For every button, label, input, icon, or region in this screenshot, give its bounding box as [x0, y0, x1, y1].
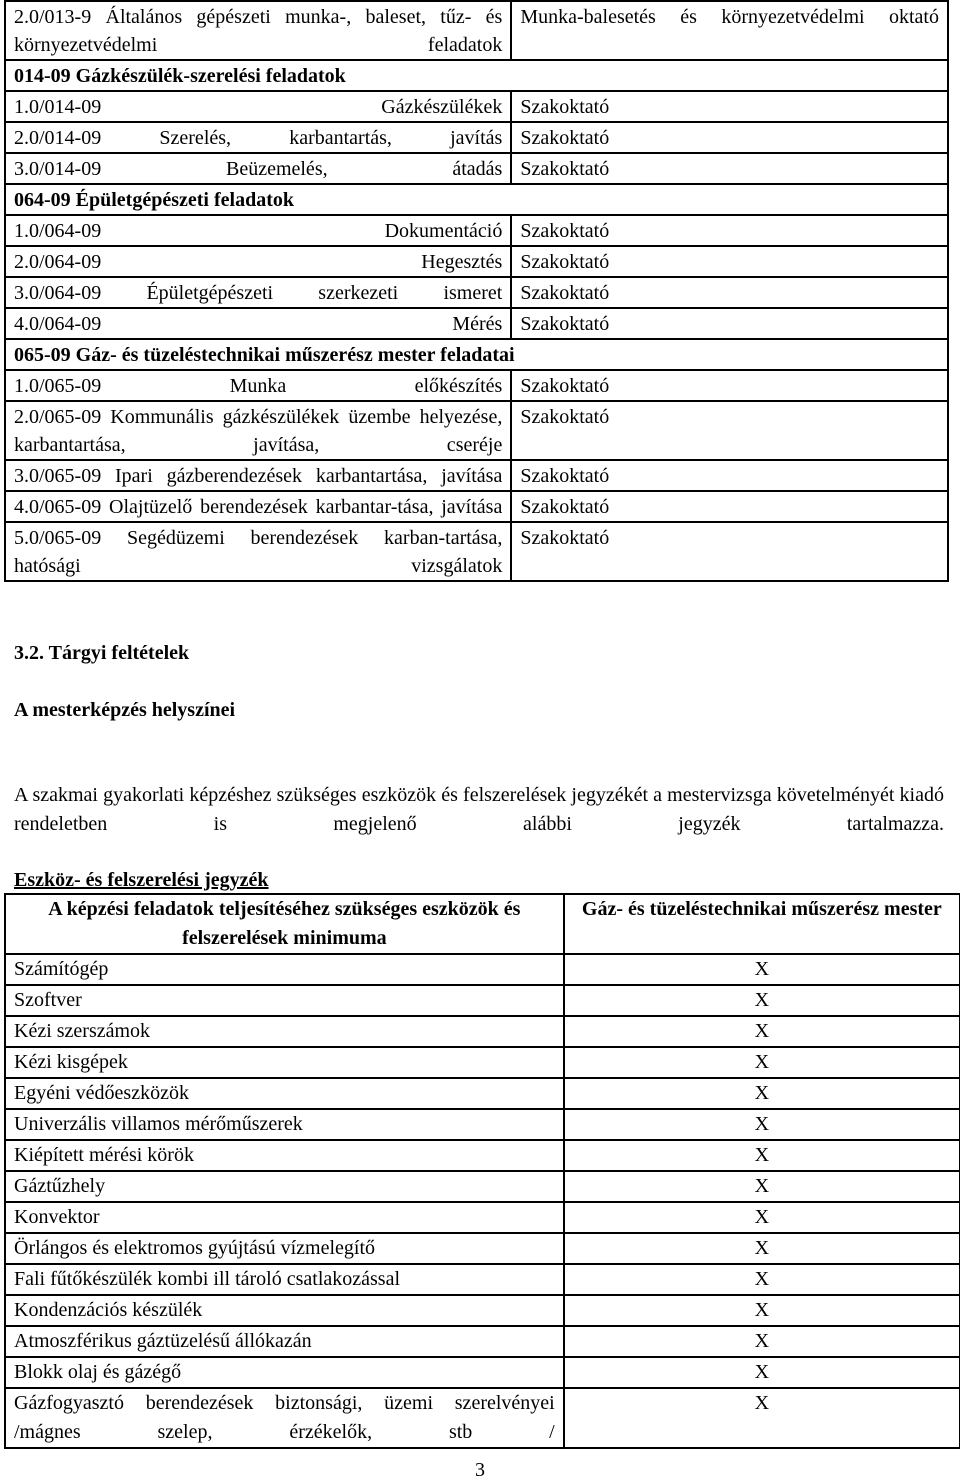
section-title: 064-09 Épületgépészeti feladatok [5, 184, 948, 215]
section-title: 014-09 Gázkészülék-szerelési feladatok [5, 60, 948, 91]
task-row [5, 460, 948, 491]
section-row [5, 339, 948, 370]
requirement-mark: X [564, 1109, 960, 1140]
equipment-row [5, 1388, 960, 1448]
equipment-row [5, 985, 960, 1016]
task-name: 1.0/014-09 Gázkészülékek [5, 91, 511, 122]
task-row [5, 246, 948, 277]
task-row [5, 122, 948, 153]
section-title: 065-09 Gáz- és tüzeléstechnikai műszerész mester feladatai [5, 339, 948, 370]
intro-paragraph: A szakmai gyakorlati képzéshez szükséges eszközök és felszerelések jegyzékét a mestervizsga követelményét kiadó rendeletben is megjelenő alábbi jegyzék tartalmazza. [14, 784, 944, 835]
section-heading: 3.2. Tárgyi feltételek [14, 642, 190, 664]
equipment-item: Kézi szerszámok [5, 1016, 564, 1047]
task-name: 3.0/064-09 Épületgépészeti szerkezeti ismeret [5, 277, 511, 308]
instructor-role: Munka-balesetés és környezetvédelmi oktató [511, 1, 948, 60]
task-row [5, 153, 948, 184]
section-row [5, 184, 948, 215]
task-row [5, 1, 948, 60]
task-row [5, 277, 948, 308]
training-tasks-table [4, 0, 949, 582]
equipment-row [5, 1264, 960, 1295]
instructor-role: Szakoktató [511, 277, 948, 308]
requirement-mark: X [564, 1264, 960, 1295]
requirement-mark: X [564, 1357, 960, 1388]
equipment-row [5, 1078, 960, 1109]
requirement-mark: X [564, 1047, 960, 1078]
subsection-heading: A mesterképzés helyszínei [14, 699, 236, 721]
equipment-item: Gázfogyasztó berendezések biztonsági, üzemi szerelvényei /mágnes szelep, érzékelők, stb / [5, 1388, 564, 1448]
task-name: 2.0/064-09 Hegesztés [5, 246, 511, 277]
equipment-row [5, 1140, 960, 1171]
instructor-role: Szakoktató [511, 308, 948, 339]
requirement-mark: X [564, 1202, 960, 1233]
requirement-mark: X [564, 1326, 960, 1357]
equipment-row [5, 1047, 960, 1078]
requirement-mark: X [564, 1140, 960, 1171]
instructor-role: Szakoktató [511, 491, 948, 522]
requirement-mark: X [564, 1233, 960, 1264]
equipment-row [5, 1109, 960, 1140]
section-row [5, 60, 948, 91]
requirement-mark: X [564, 1388, 960, 1448]
requirement-mark: X [564, 985, 960, 1016]
task-row [5, 91, 948, 122]
equipment-row [5, 954, 960, 985]
task-name: 5.0/065-09 Segédüzemi berendezések karban-tartása, hatósági vizsgálatok [5, 522, 511, 581]
task-row [5, 308, 948, 339]
equipment-item: Konvektor [5, 1202, 564, 1233]
equipment-item: Kiépített mérési körök [5, 1140, 564, 1171]
task-name: 4.0/065-09 Olajtüzelő berendezések karbantar-tása, javítása [5, 491, 511, 522]
task-name: 1.0/064-09 Dokumentáció [5, 215, 511, 246]
task-name: 2.0/065-09 Kommunális gázkészülékek üzembe helyezése, karbantartása, javítása, cseréje [5, 401, 511, 460]
equipment-item: Gáztűzhely [5, 1171, 564, 1202]
equipment-item: Egyéni védőeszközök [5, 1078, 564, 1109]
task-row [5, 215, 948, 246]
equipment-row [5, 1202, 960, 1233]
task-name: 3.0/065-09 Ipari gázberendezések karbantartása, javítása [5, 460, 511, 491]
equipment-item: Atmoszférikus gáztüzelésű állókazán [5, 1326, 564, 1357]
instructor-role: Szakoktató [511, 246, 948, 277]
task-name: 4.0/064-09 Mérés [5, 308, 511, 339]
equipment-item: Szoftver [5, 985, 564, 1016]
equipment-item: Számítógép [5, 954, 564, 985]
instructor-role: Szakoktató [511, 401, 948, 460]
requirement-mark: X [564, 1171, 960, 1202]
equipment-row [5, 1326, 960, 1357]
task-name: 2.0/013-9 Általános gépészeti munka-, baleset, tűz- és környezetvédelmi feladatok [5, 1, 511, 60]
task-name: 3.0/014-09 Beüzemelés, átadás [5, 153, 511, 184]
task-row [5, 370, 948, 401]
equipment-row [5, 1016, 960, 1047]
equipment-item: Örlángos és elektromos gyújtású vízmelegítő [5, 1233, 564, 1264]
task-row [5, 491, 948, 522]
instructor-role: Szakoktató [511, 460, 948, 491]
requirement-mark: X [564, 1295, 960, 1326]
instructor-role: Szakoktató [511, 153, 948, 184]
equipment-row [5, 1295, 960, 1326]
equipment-row [5, 1357, 960, 1388]
equipment-row [5, 1233, 960, 1264]
equipment-item: Kézi kisgépek [5, 1047, 564, 1078]
requirement-mark: X [564, 954, 960, 985]
header-profession: Gáz- és tüzeléstechnikai műszerész mester [564, 894, 960, 954]
equipment-table [4, 893, 960, 1449]
instructor-role: Szakoktató [511, 522, 948, 581]
equipment-item: Univerzális villamos mérőműszerek [5, 1109, 564, 1140]
equipment-item: Kondenzációs készülék [5, 1295, 564, 1326]
instructor-role: Szakoktató [511, 370, 948, 401]
equipment-table-header [5, 894, 960, 954]
task-row [5, 401, 948, 460]
task-name: 2.0/014-09 Szerelés, karbantartás, javítás [5, 122, 511, 153]
page-number: 3 [475, 1459, 485, 1481]
requirement-mark: X [564, 1016, 960, 1047]
equipment-item: Fali fűtőkészülék kombi ill tároló csatlakozással [5, 1264, 564, 1295]
equipment-list-title: Eszköz- és felszerelési jegyzék [14, 869, 269, 891]
instructor-role: Szakoktató [511, 215, 948, 246]
instructor-role: Szakoktató [511, 122, 948, 153]
task-name: 1.0/065-09 Munka előkészítés [5, 370, 511, 401]
equipment-item: Blokk olaj és gázégő [5, 1357, 564, 1388]
header-equipment: A képzési feladatok teljesítéséhez szükséges eszközök és felszerelések minimuma [5, 894, 564, 954]
requirement-mark: X [564, 1078, 960, 1109]
equipment-row [5, 1171, 960, 1202]
task-row [5, 522, 948, 581]
instructor-role: Szakoktató [511, 91, 948, 122]
